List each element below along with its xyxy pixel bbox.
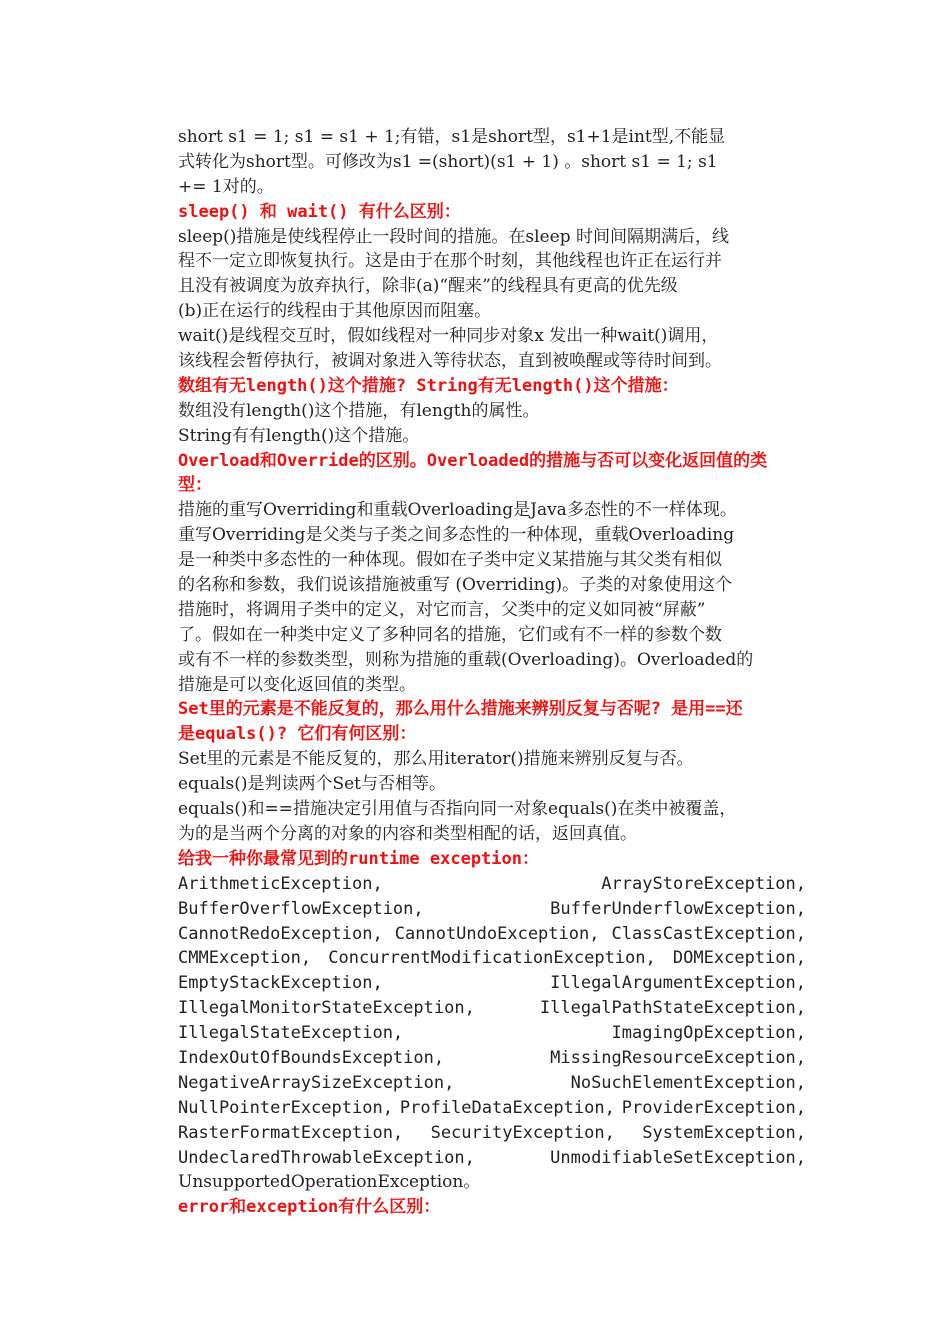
exception-name: ArithmeticException, bbox=[178, 873, 383, 894]
exception-list-row bbox=[178, 1021, 806, 1046]
exception-name: IllegalArgumentException, bbox=[550, 973, 806, 994]
exception-list-row bbox=[178, 897, 806, 922]
body-text-line: 措施的重写Overriding和重载Overloading是Java多态性的不一样体现。 bbox=[178, 500, 737, 521]
section-heading: Set里的元素是不能反复的，那么用什么措施来辨别反复与否呢? 是用==还 bbox=[178, 699, 743, 720]
section-heading: Overload和Override的区别。Overloaded的措施与否可以变化返回值的类 bbox=[178, 450, 768, 471]
body-text-line: 是一种类中多态性的一种体现。假如在子类中定义某措施与其父类有相似 bbox=[178, 550, 722, 571]
exception-name: ArrayStoreException, bbox=[601, 873, 806, 894]
exception-name: ConcurrentModificationException, bbox=[328, 948, 656, 969]
exception-name: EmptyStackException, bbox=[178, 973, 383, 994]
exception-list-row bbox=[178, 971, 806, 996]
exception-list-row bbox=[178, 996, 806, 1021]
body-text-line: short s1 = 1; s1 = s1 + 1;有错，s1是short型，s1+1是int型,不能显 bbox=[178, 127, 726, 147]
body-text-line: 重写Overriding是父类与子类之间多态性的一种体现，重载Overloading bbox=[178, 525, 735, 546]
exception-name: BufferUnderflowException, bbox=[550, 898, 806, 919]
exception-list-row bbox=[178, 922, 806, 947]
body-text-line: += 1对的。 bbox=[178, 176, 274, 197]
exception-name: NullPointerException, bbox=[178, 1097, 393, 1118]
exception-list-row bbox=[178, 1046, 806, 1071]
body-text-line: 为的是当两个分离的对象的内容和类型相配的话，返回真值。 bbox=[178, 823, 637, 844]
exception-list-row bbox=[178, 1071, 806, 1096]
exception-list-row bbox=[178, 946, 806, 971]
body-text-line: UnsupportedOperationException。 bbox=[178, 1172, 481, 1193]
exception-name: ProviderException, bbox=[621, 1097, 806, 1118]
exception-name: ClassCastException, bbox=[611, 923, 806, 944]
body-text-line: 数组没有length()这个措施，有length的属性。 bbox=[178, 400, 540, 421]
exception-name: CannotUndoException, bbox=[394, 923, 600, 944]
body-text-line: String有有length()这个措施。 bbox=[178, 425, 420, 446]
body-text-line: 措施时，将调用子类中的定义，对它而言，父类中的定义如同被“屏蔽” bbox=[178, 599, 706, 620]
exception-name: UndeclaredThrowableException, bbox=[178, 1147, 475, 1168]
exception-list-row bbox=[178, 1096, 806, 1121]
exception-list-row bbox=[178, 1146, 806, 1171]
body-text-line: 且没有被调度为放弃执行，除非(a)“醒来”的线程具有更高的优先级 bbox=[178, 276, 678, 297]
exception-list-row bbox=[178, 1121, 806, 1146]
body-text-line: 措施是可以变化返回值的类型。 bbox=[178, 674, 416, 695]
section-heading: 数组有无length()这个措施? String有无length()这个措施： bbox=[178, 375, 679, 396]
exception-name: NegativeArraySizeException, bbox=[178, 1072, 455, 1093]
exception-name: IllegalMonitorStateException, bbox=[178, 998, 475, 1019]
exception-name: DOMException, bbox=[672, 948, 806, 969]
exception-name: IndexOutOfBoundsException, bbox=[178, 1047, 445, 1068]
body-text-line: 程不一定立即恢复执行。这是由于在那个时刻，其他线程也许正在运行并 bbox=[178, 251, 722, 272]
section-heading: sleep() 和 wait() 有什么区别： bbox=[178, 201, 461, 222]
body-text-line: (b)正在运行的线程由于其他原因而阻塞。 bbox=[178, 301, 492, 322]
exception-name: IllegalPathStateException, bbox=[539, 998, 806, 1019]
body-text-line: 式转化为short型。可修改为s1 =(short)(s1 + 1) 。short s1 = 1; s1 bbox=[178, 151, 718, 172]
body-text-line: 或有不一样的参数类型，则称为措施的重载(Overloading)。Overloaded的 bbox=[178, 649, 754, 670]
document-page bbox=[178, 125, 806, 1220]
exception-list-row bbox=[178, 872, 806, 897]
section-heading: error和exception有什么区别： bbox=[178, 1197, 441, 1218]
body-text-line: sleep()措施是使线程停止一段时间的措施。在sleep 时间间隔期满后，线 bbox=[178, 226, 729, 247]
exception-name: CannotRedoException, bbox=[178, 923, 383, 944]
exception-name: NoSuchElementException, bbox=[570, 1072, 806, 1093]
body-text-line: wait()是线程交互时，假如线程对一种同步对象x 发出一种wait()调用， bbox=[178, 326, 719, 347]
exception-name: BufferOverflowException, bbox=[178, 898, 424, 919]
exception-name: SecurityException, bbox=[430, 1122, 615, 1143]
exception-name: UnmodifiableSetException, bbox=[550, 1147, 806, 1168]
body-text-line: equals()和==措施决定引用值与否指向同一对象equals()在类中被覆盖， bbox=[178, 799, 737, 820]
section-heading: 型： bbox=[178, 475, 212, 496]
exception-name: CMMException, bbox=[178, 948, 312, 969]
exception-name: IllegalStateException, bbox=[178, 1023, 404, 1044]
exception-name: SystemException, bbox=[642, 1122, 806, 1143]
exception-name: ImagingOpException, bbox=[611, 1023, 806, 1044]
section-heading: 是equals()? 它们有何区别： bbox=[178, 724, 417, 745]
exception-name: MissingResourceException, bbox=[550, 1047, 806, 1068]
body-text-line: 该线程会暂停执行，被调对象进入等待状态，直到被唤醒或等待时间到。 bbox=[178, 351, 722, 372]
body-text-line: equals()是判读两个Set与否相等。 bbox=[178, 774, 446, 795]
exception-name: RasterFormatException, bbox=[178, 1122, 404, 1143]
body-text-line: Set里的元素是不能反复的，那么用iterator()措施来辨别反复与否。 bbox=[178, 749, 694, 770]
section-heading: 给我一种你最常见到的runtime exception： bbox=[178, 848, 539, 869]
body-text-line: 了。假如在一种类中定义了多种同名的措施，它们或有不一样的参数个数 bbox=[178, 624, 722, 645]
exception-name: ProfileDataException, bbox=[399, 1097, 615, 1118]
body-text-line: 的名称和参数，我们说该措施被重写 (Overriding)。子类的对象使用这个 bbox=[178, 575, 733, 596]
